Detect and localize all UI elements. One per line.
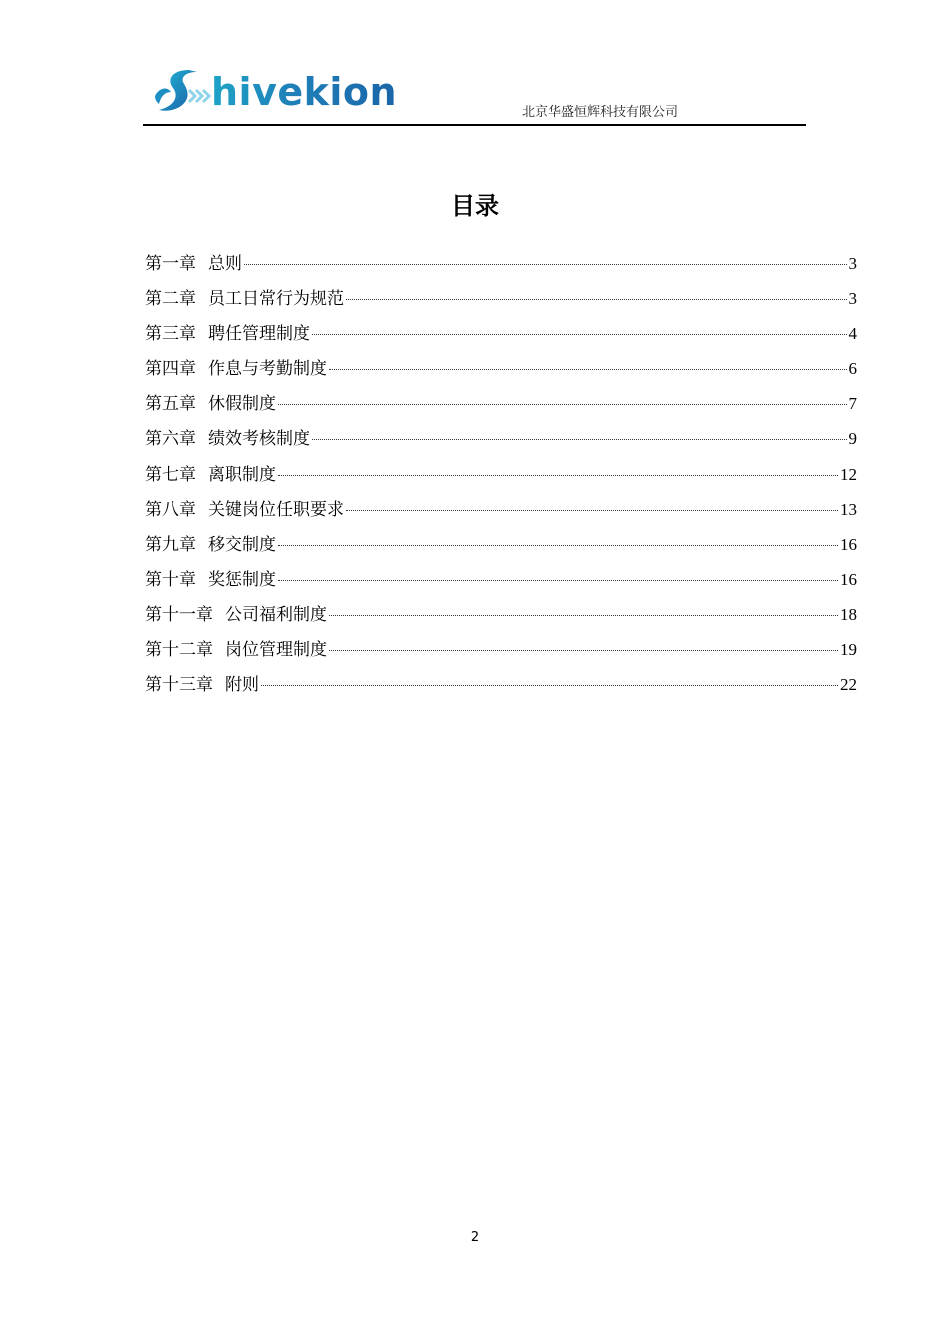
- dot-leader: [312, 334, 847, 335]
- toc-chapter-number: 第一章: [145, 254, 196, 274]
- dot-leader: [346, 510, 838, 511]
- toc-page-number: 3: [848, 289, 857, 309]
- toc-page-number: 16: [840, 569, 857, 589]
- dot-leader: [329, 650, 838, 651]
- toc-chapter-title: 总则: [208, 254, 242, 274]
- dot-leader: [346, 299, 847, 300]
- toc-entry[interactable]: [145, 425, 857, 460]
- toc-chapter-title: 聘任管理制度: [208, 324, 310, 345]
- table-of-contents: [145, 250, 857, 706]
- toc-page-number: 18: [840, 604, 857, 624]
- toc-chapter-title: 附则: [225, 675, 259, 696]
- toc-entry[interactable]: [145, 285, 857, 320]
- toc-chapter-title: 关键岗位任职要求: [208, 499, 344, 520]
- toc-entry[interactable]: [145, 671, 857, 706]
- toc-page-number: 22: [840, 675, 857, 695]
- dot-leader: [278, 404, 847, 405]
- dot-leader: [329, 615, 838, 616]
- toc-page-number: 3: [848, 254, 857, 273]
- dot-leader: [278, 580, 838, 581]
- toc-entry[interactable]: [145, 355, 857, 390]
- dot-leader: [244, 264, 847, 265]
- toc-page-number: 4: [848, 324, 857, 344]
- dot-leader: [261, 685, 838, 686]
- company-name: 北京华盛恒辉科技有限公司: [521, 105, 678, 120]
- toc-chapter-title: 绩效考核制度: [208, 429, 310, 450]
- toc-page-number: 12: [840, 464, 857, 484]
- toc-page-number: 16: [840, 534, 857, 554]
- toc-chapter-number: 第八章: [145, 499, 196, 520]
- toc-chapter-number: 第三章: [145, 324, 196, 345]
- toc-chapter-title: 作息与考勤制度: [208, 359, 327, 380]
- toc-chapter-number: 第五章: [145, 394, 196, 415]
- toc-chapter-number: 第十一章: [145, 604, 213, 625]
- dot-leader: [312, 439, 847, 440]
- toc-chapter-title: 公司福利制度: [225, 604, 327, 625]
- toc-entry[interactable]: [145, 496, 857, 531]
- logo-wordmark: hivekion: [211, 70, 398, 114]
- toc-entry[interactable]: [145, 390, 857, 425]
- toc-page-number: 13: [840, 499, 857, 519]
- toc-chapter-title: 离职制度: [208, 464, 276, 485]
- toc-chapter-title: 移交制度: [208, 534, 276, 555]
- toc-chapter-title: 员工日常行为规范: [208, 289, 344, 310]
- toc-chapter-number: 第六章: [145, 429, 196, 450]
- toc-entry[interactable]: [145, 461, 857, 496]
- dot-leader: [278, 545, 838, 546]
- toc-chapter-number: 第二章: [145, 289, 196, 310]
- toc-page-number: 6: [848, 359, 857, 379]
- toc-page-number: 19: [840, 640, 857, 660]
- page-header: [143, 66, 806, 126]
- dot-leader: [329, 369, 847, 370]
- toc-chapter-number: 第四章: [145, 359, 196, 380]
- toc-chapter-title: 休假制度: [208, 394, 276, 415]
- toc-entry[interactable]: [145, 601, 857, 636]
- dot-leader: [278, 475, 838, 476]
- toc-chapter-number: 第十三章: [145, 675, 213, 696]
- toc-entry[interactable]: [145, 566, 857, 601]
- toc-chapter-title: 岗位管理制度: [225, 640, 327, 661]
- toc-entry[interactable]: [145, 531, 857, 566]
- toc-page-number: 9: [848, 429, 857, 449]
- toc-chapter-number: 第九章: [145, 534, 196, 555]
- toc-chapter-number: 第十二章: [145, 640, 213, 661]
- toc-chapter-title: 奖惩制度: [208, 569, 276, 590]
- toc-heading: 目录: [451, 192, 499, 220]
- toc-entry[interactable]: [145, 636, 857, 671]
- hivekion-logo-icon: [149, 66, 213, 118]
- company-logo: [149, 66, 397, 118]
- toc-entry[interactable]: [145, 320, 857, 355]
- toc-chapter-number: 第十章: [145, 569, 196, 590]
- toc-entry[interactable]: [145, 250, 857, 285]
- toc-page-number: 7: [848, 394, 857, 414]
- toc-chapter-number: 第七章: [145, 464, 196, 485]
- page-number: 2: [470, 1230, 480, 1245]
